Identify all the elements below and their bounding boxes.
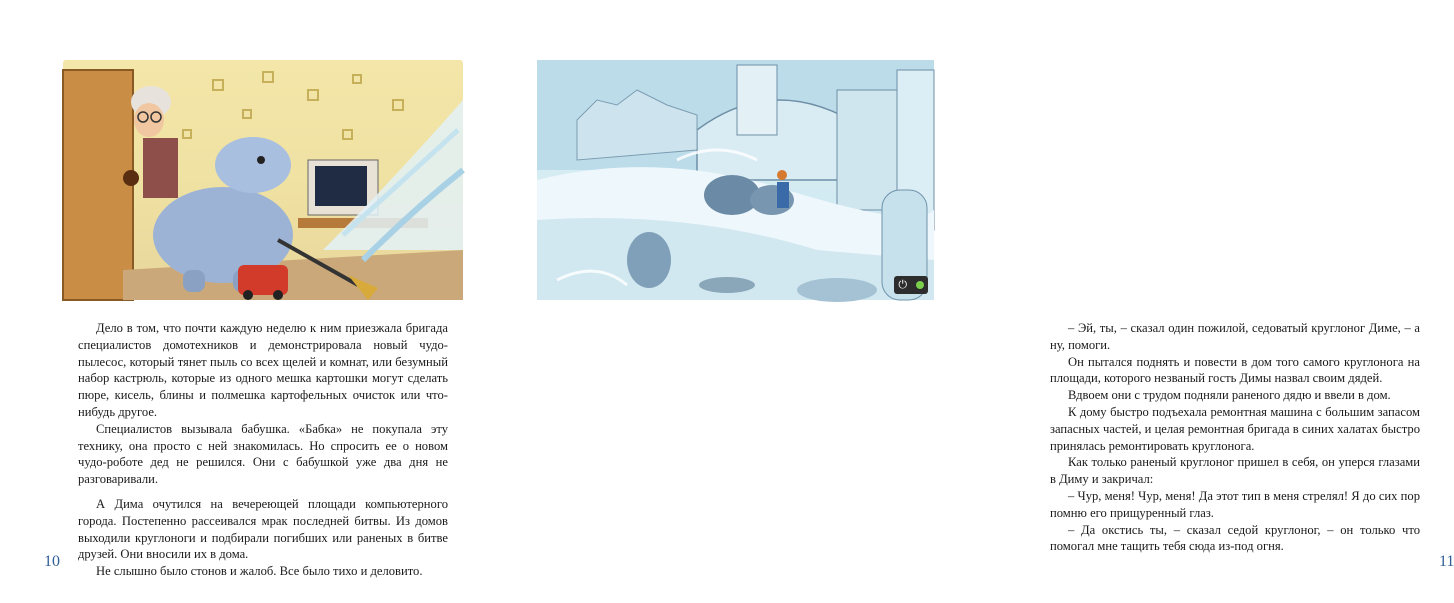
page-number: 10 [44,553,60,570]
snowy-city-scene [537,60,934,300]
left-page-text [78,320,448,580]
right-page [500,0,1454,603]
status-light-icon [916,281,924,289]
paragraph: – Эй, ты, – сказал один пожилой, седоватый круглоног Диме, – а ну, помоги. [1050,321,1420,352]
power-badge [894,276,928,294]
paragraph: Специалистов вызывала бабушка. «Бабка» не покупала эту технику, она просто с ней знакомилась. Но спросить ее о новом чудо-роботе дед не решился. Они с бабушкой уже два дня не разговаривали. [78,421,448,487]
paragraph: Не слышно было стонов и жалоб. Все было тихо и деловито. [96,564,423,579]
robot-vacuum-scene [63,60,463,300]
left-page [0,0,500,603]
paragraph: Вдвоем они с трудом подняли раненого дядю и ввели в дом. [1068,388,1391,403]
paragraph: – Да окстись ты, – сказал седой круглоног, – он только что помогал мне тащить тебя сюда из-под огня. [1050,522,1420,554]
right-page-text [1050,320,1420,555]
paragraph: Он пытался поднять и повести в дом того самого круглонога на площади, которого незваный гость Димы назвал своим дядей. [1050,354,1420,386]
illustration-snowy-city [537,60,934,300]
paragraph: Как только раненый круглоног пришел в себя, он уперся глазами в Диму и закричал: [1050,455,1420,487]
power-icon: ⏻ [898,278,908,291]
paragraph: А Дима очутился на вечереющей площади компьютерного города. Постепенно рассеивался мрак последней битвы. Из домов выходили круглоноги и подбирали погибших или раненых в битве друзей. Они вносили их в дома. [78,496,448,562]
paragraph: К дому быстро подъехала ремонтная машина с большим запасом запасных частей, и целая ремонтная бригада в синих халатах быстро принялась ремонтировать круглонога. [1050,404,1420,453]
page-number: 11 [1439,553,1454,570]
illustration-robot-vacuum [63,60,463,300]
paragraph: Дело в том, что почти каждую неделю к ним приезжала бригада специалистов домотехников и демонстрировала новый чудо-пылесос, который тянет пыль со всех щелей и комнат, или безумный набор кастрюль, которые из одного мешка картошки могут сделать пюре, кисель, блины и полмешка картофельных очисток или что-нибудь другое. [78,321,448,419]
paragraph: – Чур, меня! Чур, меня! Да этот тип в меня стрелял! Я до сих пор помню его прищуренный глаз. [1050,488,1420,520]
